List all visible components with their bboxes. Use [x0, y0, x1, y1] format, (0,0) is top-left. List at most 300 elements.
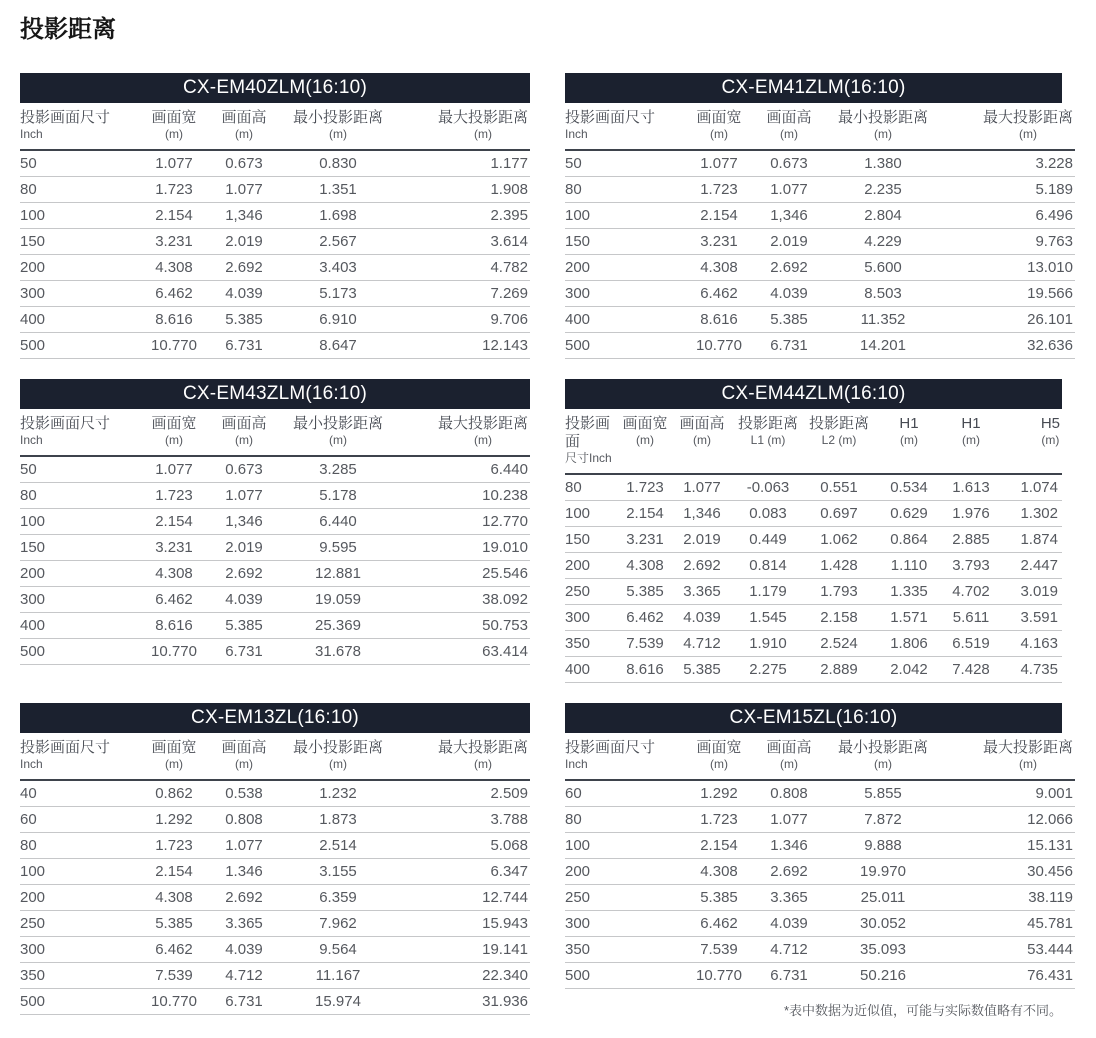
value-cell: 1.302 [1001, 501, 1062, 527]
value-cell: 7.428 [941, 657, 1001, 683]
value-cell: 1.292 [685, 780, 753, 807]
size-cell: 80 [20, 833, 140, 859]
value-cell: 1.077 [140, 456, 208, 483]
column-header [20, 103, 140, 150]
value-cell: 2.447 [1001, 553, 1062, 579]
size-cell: 80 [565, 474, 621, 501]
column-header-label: 画面宽 [696, 739, 742, 756]
column-header-unit: L1 (m) [750, 433, 786, 447]
column-header [280, 733, 396, 780]
column-header [565, 733, 685, 780]
value-cell: 1.179 [735, 579, 801, 605]
value-cell: 12.066 [941, 807, 1075, 833]
value-cell: 4.308 [140, 885, 208, 911]
size-cell: 200 [565, 859, 685, 885]
projection-table-cx-em13zl-16-10 [20, 703, 530, 1015]
column-header-unit: (m) [473, 127, 492, 141]
size-cell: 50 [565, 150, 685, 177]
size-cell: 300 [565, 281, 685, 307]
value-cell: 1,346 [753, 203, 825, 229]
value-cell: 5.178 [280, 483, 396, 509]
value-cell: 8.616 [685, 307, 753, 333]
value-cell: 0.808 [208, 807, 280, 833]
value-cell: 4.163 [1001, 631, 1062, 657]
value-cell: 1,346 [208, 509, 280, 535]
value-cell: 0.083 [735, 501, 801, 527]
size-cell: 250 [565, 579, 621, 605]
table-row [20, 963, 530, 989]
table-row [565, 911, 1075, 937]
value-cell: 6.731 [753, 963, 825, 989]
value-cell: 25.011 [825, 885, 941, 911]
value-cell: 22.340 [396, 963, 530, 989]
column-header [280, 409, 396, 456]
size-cell: 50 [20, 150, 140, 177]
data-table [565, 103, 1075, 359]
value-cell: 1.062 [801, 527, 877, 553]
value-cell: 8.616 [621, 657, 669, 683]
value-cell: 5.611 [941, 605, 1001, 631]
column-header [941, 103, 1075, 150]
value-cell: 5.385 [208, 613, 280, 639]
value-cell: 3.365 [753, 885, 825, 911]
column-header [565, 103, 685, 150]
tables-grid [20, 73, 1073, 1019]
value-cell: 6.519 [941, 631, 1001, 657]
header-row [20, 409, 530, 456]
header-row [565, 733, 1075, 780]
table-row [20, 911, 530, 937]
table-row [565, 937, 1075, 963]
size-cell: 350 [20, 963, 140, 989]
value-cell: 4.229 [825, 229, 941, 255]
column-header [825, 733, 941, 780]
value-cell: 4.039 [208, 281, 280, 307]
column-header-label: 投影画面尺寸 [565, 109, 656, 126]
value-cell: 76.431 [941, 963, 1075, 989]
column-header-unit: Inch [20, 757, 43, 771]
table-row [20, 150, 530, 177]
value-cell: 4.712 [208, 963, 280, 989]
table-row [565, 229, 1075, 255]
table-row [20, 885, 530, 911]
table-row [565, 807, 1075, 833]
column-header [825, 103, 941, 150]
value-cell: 6.347 [396, 859, 530, 885]
size-cell: 500 [565, 963, 685, 989]
value-cell: 1.910 [735, 631, 801, 657]
value-cell: 0.534 [877, 474, 941, 501]
size-cell: 500 [20, 639, 140, 665]
value-cell: 2.154 [621, 501, 669, 527]
column-header-unit: (m) [709, 127, 728, 141]
column-header-unit: Inch [20, 127, 43, 141]
value-cell: 10.770 [685, 963, 753, 989]
size-cell: 300 [20, 587, 140, 613]
value-cell: 2.567 [280, 229, 396, 255]
column-header-unit: (m) [873, 127, 892, 141]
value-cell: 1.232 [280, 780, 396, 807]
table-row [565, 833, 1075, 859]
column-header-unit: (m) [234, 757, 253, 771]
table-row [565, 281, 1075, 307]
column-header-unit: (m) [234, 127, 253, 141]
value-cell: 63.414 [396, 639, 530, 665]
value-cell: 12.744 [396, 885, 530, 911]
table-row [565, 150, 1075, 177]
table-row [565, 859, 1075, 885]
value-cell: 2.235 [825, 177, 941, 203]
value-cell: 6.731 [208, 333, 280, 359]
size-cell: 500 [565, 333, 685, 359]
column-header-label: 画面高 [679, 415, 725, 432]
column-header-unit: (m) [164, 757, 183, 771]
value-cell: 6.462 [140, 587, 208, 613]
table-row [20, 807, 530, 833]
size-cell: 100 [20, 509, 140, 535]
column-header-label: 画面宽 [151, 415, 197, 432]
value-cell: 1.077 [208, 483, 280, 509]
table-row [20, 859, 530, 885]
table-row [565, 177, 1075, 203]
value-cell: 6.462 [685, 281, 753, 307]
table-row [20, 613, 530, 639]
value-cell: 7.872 [825, 807, 941, 833]
column-header-unit: (m) [473, 433, 492, 447]
value-cell: 1.292 [140, 807, 208, 833]
table-row [565, 501, 1062, 527]
value-cell: 6.731 [208, 989, 280, 1015]
value-cell: 6.496 [941, 203, 1075, 229]
value-cell: 45.781 [941, 911, 1075, 937]
size-cell: 200 [565, 255, 685, 281]
column-header [140, 733, 208, 780]
column-header-unit: (m) [692, 433, 711, 447]
value-cell: 4.702 [941, 579, 1001, 605]
value-cell: 0.538 [208, 780, 280, 807]
value-cell: 2.154 [685, 833, 753, 859]
value-cell: 3.591 [1001, 605, 1062, 631]
projection-table-cx-em43zlm-16-10 [20, 379, 530, 665]
value-cell: 2.154 [685, 203, 753, 229]
table-row [565, 255, 1075, 281]
value-cell: 8.616 [140, 307, 208, 333]
value-cell: 4.039 [669, 605, 735, 631]
size-cell: 400 [565, 657, 621, 683]
value-cell: 1.077 [669, 474, 735, 501]
column-header [753, 103, 825, 150]
value-cell: 5.600 [825, 255, 941, 281]
column-header [396, 409, 530, 456]
value-cell: 3.788 [396, 807, 530, 833]
value-cell: 7.539 [621, 631, 669, 657]
size-cell: 80 [565, 177, 685, 203]
value-cell: 2.019 [669, 527, 735, 553]
size-cell: 500 [20, 989, 140, 1015]
value-cell: 6.462 [685, 911, 753, 937]
value-cell: 4.712 [753, 937, 825, 963]
value-cell: 4.308 [140, 255, 208, 281]
column-header-unit: (m) [234, 433, 253, 447]
value-cell: -0.063 [735, 474, 801, 501]
value-cell: 2.889 [801, 657, 877, 683]
column-header-label: 画面宽 [151, 739, 197, 756]
value-cell: 1.976 [941, 501, 1001, 527]
column-header-unit: (m) [328, 757, 347, 771]
value-cell: 2.019 [753, 229, 825, 255]
table-row [565, 474, 1062, 501]
projection-table-cx-em41zlm-16-10 [565, 73, 1073, 359]
data-table [20, 733, 530, 1015]
value-cell: 12.143 [396, 333, 530, 359]
value-cell: 1,346 [669, 501, 735, 527]
value-cell: 50.753 [396, 613, 530, 639]
column-header [565, 409, 621, 474]
table-row [20, 587, 530, 613]
table-row [20, 535, 530, 561]
value-cell: 0.673 [208, 456, 280, 483]
value-cell: 9.888 [825, 833, 941, 859]
value-cell: 10.238 [396, 483, 530, 509]
value-cell: 1.793 [801, 579, 877, 605]
value-cell: 5.385 [140, 911, 208, 937]
value-cell: 2.514 [280, 833, 396, 859]
value-cell: 0.830 [280, 150, 396, 177]
value-cell: 2.275 [735, 657, 801, 683]
value-cell: 31.678 [280, 639, 396, 665]
value-cell: 0.551 [801, 474, 877, 501]
value-cell: 4.039 [753, 911, 825, 937]
data-table [565, 733, 1075, 989]
value-cell: 12.881 [280, 561, 396, 587]
column-header-label: 画面宽 [696, 109, 742, 126]
column-header-unit: (m) [779, 757, 798, 771]
value-cell: 1.380 [825, 150, 941, 177]
value-cell: 5.385 [753, 307, 825, 333]
column-header-label: 投影画面 [565, 415, 611, 450]
value-cell: 3.403 [280, 255, 396, 281]
column-header-label: 最大投影距离 [437, 109, 528, 126]
value-cell: 2.692 [208, 885, 280, 911]
approximation-footnote: *表中数据为近似值，可能与实际数值略有不同。 [783, 1003, 1062, 1018]
table-row [565, 579, 1062, 605]
column-header [280, 103, 396, 150]
size-cell: 500 [20, 333, 140, 359]
size-cell: 350 [565, 631, 621, 657]
column-header-unit: (m) [1018, 127, 1037, 141]
value-cell: 2.885 [941, 527, 1001, 553]
value-cell: 3.231 [140, 229, 208, 255]
value-cell: 9.564 [280, 937, 396, 963]
value-cell: 1.351 [280, 177, 396, 203]
table-row [20, 561, 530, 587]
value-cell: 19.970 [825, 859, 941, 885]
column-header-label: 最大投影距离 [437, 415, 528, 432]
value-cell: 0.864 [877, 527, 941, 553]
value-cell: 6.462 [140, 281, 208, 307]
column-header-unit: (m) [779, 127, 798, 141]
projection-table-cx-em15zl-16-10 [565, 703, 1073, 989]
column-header-unit: (m) [1018, 757, 1037, 771]
value-cell: 9.706 [396, 307, 530, 333]
value-cell: 0.862 [140, 780, 208, 807]
value-cell: 3.793 [941, 553, 1001, 579]
value-cell: 5.855 [825, 780, 941, 807]
column-header-unit: (m) [164, 433, 183, 447]
value-cell: 7.539 [685, 937, 753, 963]
column-header-label: H5 [1040, 415, 1060, 432]
value-cell: 6.440 [280, 509, 396, 535]
value-cell: 19.566 [941, 281, 1075, 307]
bottom-right-cell [565, 703, 1073, 1019]
table-row [20, 281, 530, 307]
column-header-unit: (m) [635, 433, 654, 447]
value-cell: 2.692 [753, 255, 825, 281]
value-cell: 8.503 [825, 281, 941, 307]
value-cell: 15.943 [396, 911, 530, 937]
column-header-label: 最小投影距离 [292, 739, 383, 756]
size-cell: 200 [20, 561, 140, 587]
value-cell: 26.101 [941, 307, 1075, 333]
size-cell: 200 [20, 255, 140, 281]
value-cell: 2.692 [669, 553, 735, 579]
value-cell: 1.428 [801, 553, 877, 579]
table-row [565, 631, 1062, 657]
value-cell: 0.697 [801, 501, 877, 527]
column-header-label: 画面高 [221, 109, 267, 126]
table-row [20, 333, 530, 359]
value-cell: 1.806 [877, 631, 941, 657]
size-cell: 150 [565, 527, 621, 553]
value-cell: 2.042 [877, 657, 941, 683]
table-row [20, 229, 530, 255]
value-cell: 2.019 [208, 229, 280, 255]
value-cell: 0.629 [877, 501, 941, 527]
value-cell: 5.173 [280, 281, 396, 307]
value-cell: 9.595 [280, 535, 396, 561]
size-cell: 400 [20, 307, 140, 333]
value-cell: 1.874 [1001, 527, 1062, 553]
table-row [20, 203, 530, 229]
column-header-label: 最小投影距离 [292, 415, 383, 432]
value-cell: 4.308 [140, 561, 208, 587]
value-cell: 5.385 [621, 579, 669, 605]
data-table [20, 103, 530, 359]
value-cell: 14.201 [825, 333, 941, 359]
value-cell: 1.077 [208, 833, 280, 859]
value-cell: 53.444 [941, 937, 1075, 963]
value-cell: 1.723 [621, 474, 669, 501]
value-cell: 2.509 [396, 780, 530, 807]
size-cell: 150 [565, 229, 685, 255]
value-cell: 1.074 [1001, 474, 1062, 501]
column-header [140, 103, 208, 150]
table-row [565, 203, 1075, 229]
table-row [20, 833, 530, 859]
value-cell: 4.308 [621, 553, 669, 579]
size-cell: 50 [20, 456, 140, 483]
column-header-unit: Inch [565, 757, 588, 771]
value-cell: 38.119 [941, 885, 1075, 911]
value-cell: 10.770 [140, 333, 208, 359]
column-header [1001, 409, 1062, 474]
value-cell: 15.131 [941, 833, 1075, 859]
column-header [208, 733, 280, 780]
value-cell: 3.614 [396, 229, 530, 255]
column-header-unit: (m) [900, 433, 918, 447]
column-header [685, 103, 753, 150]
value-cell: 1.346 [208, 859, 280, 885]
column-header [396, 733, 530, 780]
column-header-unit: (m) [709, 757, 728, 771]
value-cell: 7.269 [396, 281, 530, 307]
column-header-unit: (m) [473, 757, 492, 771]
value-cell: 10.770 [685, 333, 753, 359]
value-cell: 6.910 [280, 307, 396, 333]
column-header-label: 投影画面尺寸 [20, 739, 111, 756]
value-cell: 30.456 [941, 859, 1075, 885]
column-header-label: 最大投影距离 [437, 739, 528, 756]
size-cell: 100 [565, 501, 621, 527]
value-cell: 5.385 [208, 307, 280, 333]
size-cell: 250 [565, 885, 685, 911]
table-row [565, 553, 1062, 579]
value-cell: 1.723 [140, 483, 208, 509]
column-header-label: 画面高 [221, 739, 267, 756]
table-row [565, 307, 1075, 333]
size-cell: 100 [565, 833, 685, 859]
table-row [565, 527, 1062, 553]
size-cell: 400 [565, 307, 685, 333]
value-cell: 7.962 [280, 911, 396, 937]
column-header-label: H1 [961, 415, 981, 432]
value-cell: 0.808 [753, 780, 825, 807]
header-row [20, 733, 530, 780]
value-cell: 15.974 [280, 989, 396, 1015]
column-header-label: 投影画面尺寸 [20, 109, 111, 126]
column-header-label: H1 [899, 415, 919, 432]
column-header-label: 画面高 [766, 109, 812, 126]
column-header-label: 画面宽 [151, 109, 197, 126]
column-header [621, 409, 669, 474]
value-cell: 1.723 [140, 833, 208, 859]
value-cell: 12.770 [396, 509, 530, 535]
column-header-label: 投影画面尺寸 [20, 415, 111, 432]
model-title-bar: CX-EM44ZLM(16:10) [565, 379, 1062, 409]
column-header-unit: (m) [873, 757, 892, 771]
value-cell: 1,346 [208, 203, 280, 229]
value-cell: 25.369 [280, 613, 396, 639]
value-cell: 6.731 [208, 639, 280, 665]
value-cell: 3.231 [140, 535, 208, 561]
size-cell: 100 [565, 203, 685, 229]
projection-table-cx-em44zlm-16-10 [565, 379, 1062, 683]
column-header-unit: (m) [962, 433, 980, 447]
size-cell: 80 [20, 177, 140, 203]
value-cell: 3.365 [669, 579, 735, 605]
value-cell: 1.077 [685, 150, 753, 177]
size-cell: 300 [565, 911, 685, 937]
column-header [877, 409, 941, 474]
column-header-label: 投影距离 [737, 415, 798, 432]
value-cell: 6.359 [280, 885, 396, 911]
value-cell: 1.077 [208, 177, 280, 203]
table-row [565, 780, 1075, 807]
header-row [565, 103, 1075, 150]
value-cell: 2.692 [208, 561, 280, 587]
value-cell: 0.673 [208, 150, 280, 177]
column-header [685, 733, 753, 780]
